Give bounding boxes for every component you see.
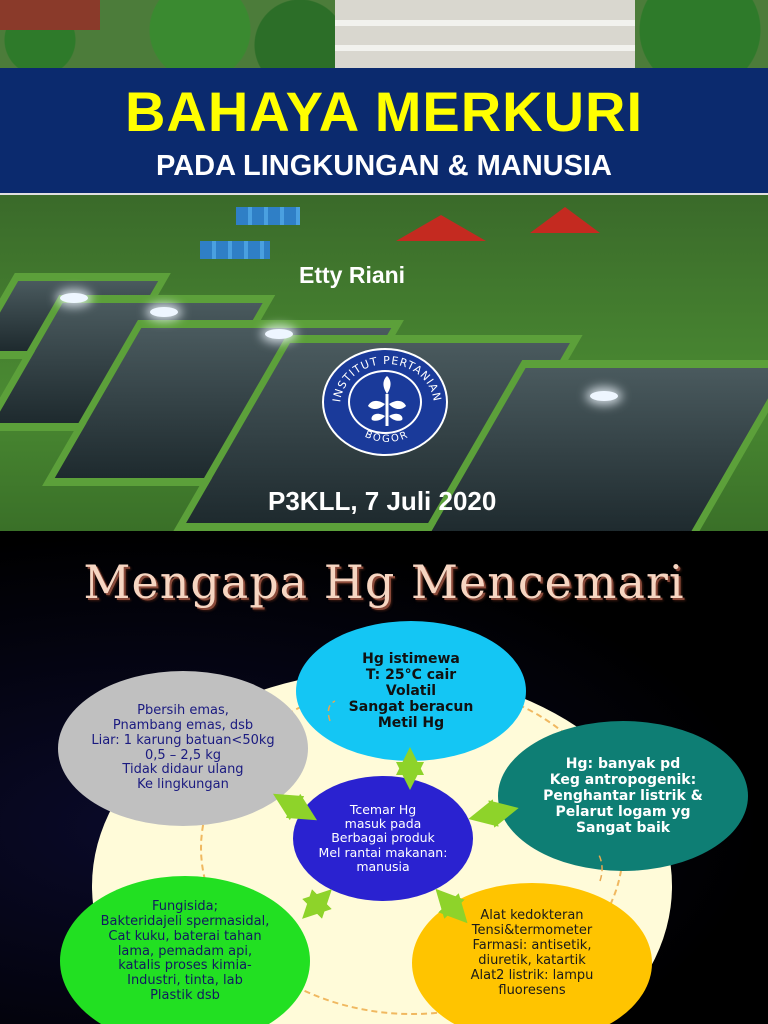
pond-aerator [60,293,88,303]
bubble-text: Berbagai produk [331,830,435,846]
bubble-text: Pelarut logam yg [555,804,691,821]
leaf-emblem-icon [324,350,450,458]
bubble-text: diuretik, katartik [478,953,586,968]
bubble-text: T: 25°C cair [365,666,457,683]
bubble-text: Bakteridajeli spermasidal, [100,913,270,929]
bubble-text: Alat2 listrik: lampu [470,967,594,983]
bubble-text: fluoresens [498,982,566,998]
pond-aerator [265,329,293,339]
pond-aerator [150,307,178,317]
bubble-text: Tensi&termometer [471,923,593,939]
bubble-tercemar-hg [293,776,473,901]
event-date: P3KLL, 7 Juli 2020 [268,486,497,516]
bubble-text: lama, pemadam api, [117,943,253,959]
bubble-text: Sangat baik [575,820,671,837]
bubble-text: katalis proses kimia- [118,958,252,974]
pond-aerator [590,391,618,401]
bubble-text: Liar: 1 karung batuan<50kg [91,732,275,748]
bubble-text: Penghantar listrik & [543,787,703,804]
bubble-text-group [471,909,594,999]
slide-title: BAHAYA MERKURI [124,80,644,143]
bubble-hg-istimewa [296,621,526,761]
bubble-text: Pbersih emas, [137,702,229,718]
bubble-text: Metil Hg [377,715,445,732]
bubble-text: Hg: banyak pd [565,755,681,772]
gazebo-roof [396,215,486,241]
bubble-text: Pnambang emas, dsb [112,717,254,733]
ipb-logo [322,348,448,456]
bubble-text: Cat kuku, baterai tahan [108,928,262,944]
bubble-text: Industri, tinta, lab [127,973,243,989]
water-barrels [200,241,270,259]
slide-subtitle: PADA LINGKUNGAN & MANUSIA [156,150,612,182]
gazebo-roof [530,207,600,233]
svg-text:BOGOR: BOGOR [363,429,411,445]
bubble-text: Keg antropogenik: [549,771,697,788]
bubble-pembersih-emas [58,671,308,826]
bubble-text: Hg istimewa [362,650,460,667]
bubble-text-group [101,900,270,1005]
bubble-text: Tidak didaur ulang [122,762,244,778]
bubble-text: Plastik dsb [150,988,220,1004]
bubble-text: manusia [356,859,410,875]
bubble-text: Mel rantai makanan: [318,844,448,860]
bubble-text: Alat kedokteran [480,908,584,924]
svg-text:INSTITUT PERTANIAN: INSTITUT PERTANIAN [330,353,444,404]
bubble-text: masuk pada [344,815,422,831]
author-name: Etty Riani [299,262,406,288]
bubble-text: Fungisida; [151,898,219,914]
diagram-slide [0,531,768,1024]
diagram-title: Mengapa Hg Mencemari [83,555,685,609]
bubble-text: Sangat beracun [348,699,474,716]
bubble-text: Ke lingkungan [137,777,229,793]
background-building [335,0,635,70]
bubble-text: 0,5 – 2,5 kg [144,747,222,763]
bubble-text: Farmasi: antisetik, [472,938,592,954]
bubble-text: Tcemar Hg [349,801,417,817]
bubble-antropogenik [498,721,748,871]
bubble-text: Volatil [385,682,437,699]
water-barrels [236,207,300,225]
background-building-left [0,0,100,30]
